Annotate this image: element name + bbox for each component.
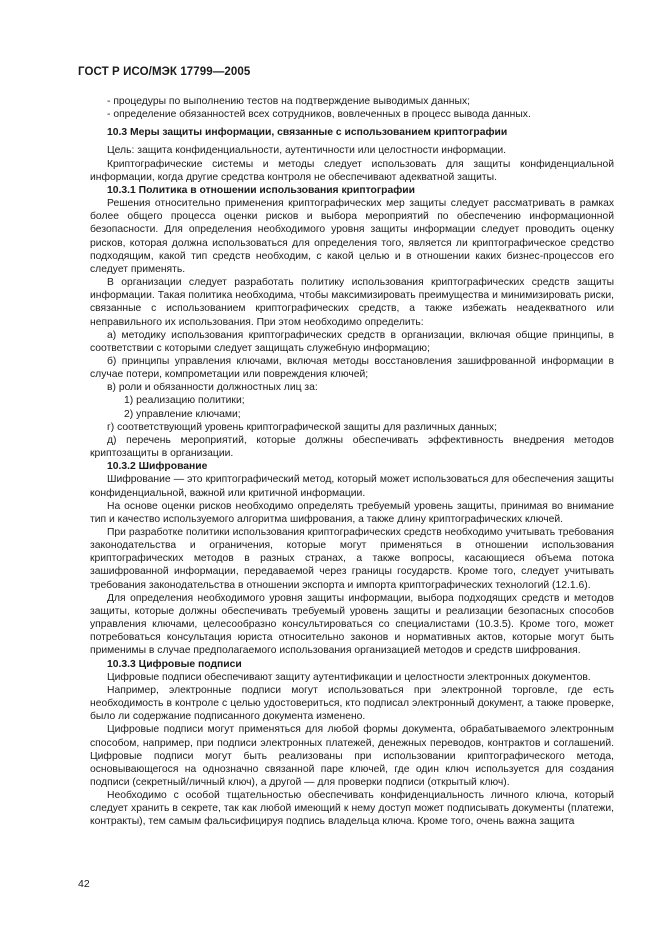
paragraph: На основе оценки рисков необходимо определять требуемый уровень защиты, принимая во внимание тип и качество используемого алгоритма шифрования, а также длину криптографических ключей. xyxy=(90,500,614,525)
list-subitem: 2) управление ключами; xyxy=(124,408,241,420)
list-item: а) методику использования криптографических средств в организации, включая общие принципы, в соответствии с которыми следует защищать служебную информацию; xyxy=(90,329,614,354)
list-item: д) перечень мероприятий, которые должны обеспечивать эффективность внедрения методов криптозащиты в организации. xyxy=(90,434,614,460)
paragraph: Шифрование — это криптографический метод, который может использоваться для обеспечения защиты конфиденциальной, важной или критичной информации. xyxy=(90,474,614,499)
list-item: - определение обязанностей всех сотрудников, вовлеченных в процесс вывода данных. xyxy=(107,109,531,121)
list-item: в) роли и обязанности должностных лиц за: xyxy=(107,382,318,394)
list-subitem: 1) реализацию политики; xyxy=(124,395,245,407)
subsection-heading: 10.3.1 Политика в отношении использования криптографии xyxy=(107,184,415,196)
subsection-heading: 10.3.3 Цифровые подписи xyxy=(107,658,242,670)
paragraph: Например, электронные подписи могут использоваться при электронной торговле, где есть необходимость в контроле с целью удостовериться, кто подписал электронный документ, а также проверке, было ли содержание подписанного документа изменено. xyxy=(90,684,614,723)
list-item: б) принципы управления ключами, включая методы восстановления зашифрованной информации в случае потери, компрометации или повреждения ключей; xyxy=(90,355,614,381)
list-item: г) соответствующий уровень криптографической защиты для различных данных; xyxy=(107,421,497,433)
paragraph: Цифровые подписи обеспечивают защиту аутентификации и целостности электронных документов. xyxy=(107,671,591,683)
page-header: ГОСТ Р ИСО/МЭК 17799—2005 xyxy=(78,66,251,78)
paragraph: В организации следует разработать политику использования криптографических средств защиты информации. Такая политика необходима, чтобы максимизировать преимущества и минимизировать риски, связанные с использованием криптографических средств, а также избежать неадекватного или неправильного их использования. При этом необходимо определить: xyxy=(90,277,614,328)
paragraph: Необходимо с особой тщательностью обеспечивать конфиденциальность личного ключа, который следует хранить в секрете, так как любой имеющий к нему доступ может подписывать документы (платежи, контракты), тем самым фальсифицируя подпись владельца ключа. Кроме того, очень важна защита xyxy=(90,790,614,828)
paragraph: Цель: защита конфиденциальности, аутентичности или целостности информации. xyxy=(107,145,507,157)
document-body xyxy=(90,95,614,829)
section-heading: 10.3 Меры защиты информации, связанные с использованием криптографии xyxy=(107,127,508,139)
paragraph: Цифровые подписи могут применяться для любой формы документа, обрабатываемого электронным способом, например, при подписи электронных платежей, денежных переводов, контрактов и соглашений. Цифровые подписи могут быть реализованы при использовании криптографического метода, основывающегося на однозначно связанной паре ключей, где один ключ используется для создания подписи (секретный/личный ключ), а другой — для проверки подписи (открытый ключ). xyxy=(90,724,614,788)
subsection-heading: 10.3.2 Шифрование xyxy=(107,461,208,473)
list-item: - процедуры по выполнению тестов на подтверждение выводимых данных; xyxy=(107,96,470,107)
paragraph: Криптографические системы и методы следует использовать для защиты конфиденциальной информации, когда другие средства контроля не обеспечивают адекватной защиты. xyxy=(90,158,614,183)
paragraph: При разработке политики использования криптографических средств необходимо учитывать требования законодательства и ограничения, которые могут применяться в отношении использования криптографических методов в разных странах, а также вопросы, касающиеся объема потока зашифрованной информации, передаваемой через границы государств. Кроме того, следует учитывать требования законодательства в отношении экспорта и импорта криптографических технологий (12.1.6). xyxy=(90,527,614,591)
paragraph: Решения относительно применения криптографических мер защиты следует рассматривать в рамках более общего процесса оценки рисков и выбора мероприятий по обеспечению информационной безопасности. Для определения необходимого уровня защиты информации следует проводить оценку рисков, которая должна использоваться для определения того, является ли криптографическое средство подходящим, какой тип средств необходим, с какой целью и в отношении каких бизнес-процессов его следует применять. xyxy=(90,198,614,275)
paragraph: Для определения необходимого уровня защиты информации, выбора подходящих средств и методов защиты, которые должны обеспечивать требуемый уровень защиты и реализации безопасных способов управления ключами, целесообразно консультироваться со специалистами (10.3.5). Кроме того, может потребоваться консультация юриста относительно законов и нормативных актов, которые могут быть применимы в случае предполагаемого использования организацией методов и средств шифрования. xyxy=(90,592,614,657)
page-number: 42 xyxy=(78,878,90,890)
